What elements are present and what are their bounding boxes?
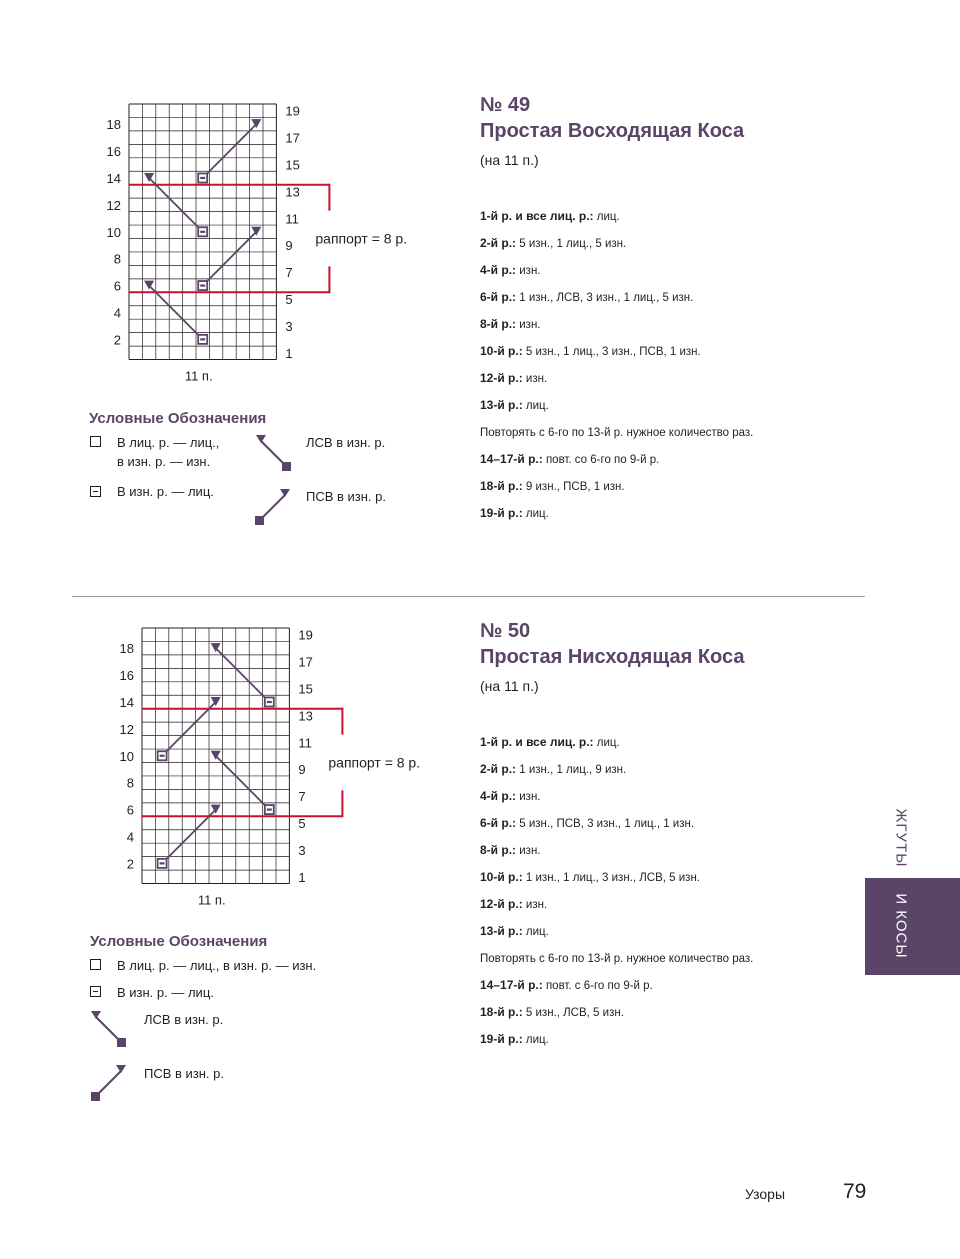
section-tab-sublabel: И КОСЫ	[892, 893, 910, 959]
repeat-label: раппорт = 8 р.	[315, 230, 408, 247]
pattern-49-number: № 49	[480, 94, 531, 116]
instruction-row-label: 14–17-й р.:	[480, 978, 543, 992]
instruction-row-text: 5 изн., 1 лиц., 3 изн., ПСВ, 1 изн.	[522, 346, 701, 358]
row-label-left: 6	[126, 802, 134, 818]
section-tab-label: ЖГУТЫ	[892, 808, 910, 868]
cable-line	[162, 702, 216, 756]
footer-section-name: Узоры	[745, 1186, 786, 1202]
instruction-row-label: 4-й р.:	[480, 789, 517, 803]
instruction-row-label: 12-й р.:	[480, 371, 523, 385]
instruction-row-label: 18-й р.:	[480, 1005, 523, 1019]
instruction-row-label: 4-й р.:	[480, 263, 517, 277]
legend-49-title: Условные Обозначения	[89, 410, 267, 427]
pattern-49-title: Простая Восходящая Коса	[480, 120, 745, 142]
instruction-row-text: изн.	[516, 319, 541, 331]
knit-symbol-icon	[90, 959, 101, 970]
legend-49-purl: В изн. р. — лиц.	[117, 484, 214, 499]
left-cross-icon	[248, 432, 298, 476]
row-label-right: 17	[298, 654, 313, 670]
section-tab	[865, 878, 960, 975]
knit-symbol-icon	[90, 436, 101, 447]
instruction-row-text: повт. со 6-го по 9-й р.	[542, 454, 660, 466]
instruction-row	[480, 788, 753, 815]
pattern-50-stitch-count: (на 11 п.)	[480, 678, 539, 694]
right-cross-icon	[250, 486, 300, 530]
instruction-row	[480, 815, 753, 842]
instruction-row	[480, 923, 753, 950]
instruction-row-text: 1 изн., ЛСВ, 3 изн., 1 лиц., 5 изн.	[516, 292, 694, 304]
chart-50	[108, 624, 453, 924]
instruction-row	[480, 842, 753, 869]
purl-symbol-icon	[90, 486, 101, 497]
instruction-row-text: 9 изн., ПСВ, 1 изн.	[522, 481, 625, 493]
instruction-row	[480, 761, 753, 788]
chart-49	[95, 100, 440, 400]
row-label-left: 2	[113, 332, 121, 348]
row-label-left: 2	[126, 856, 134, 872]
row-label-left: 10	[119, 748, 134, 764]
row-label-right: 3	[298, 842, 306, 858]
instruction-row-label: 8-й р.:	[480, 317, 517, 331]
row-label-left: 18	[119, 641, 134, 657]
instruction-row-label: 12-й р.:	[480, 897, 523, 911]
legend-50-purl: В изн. р. — лиц.	[117, 985, 214, 1000]
legend-50-knit: В лиц. р. — лиц., в изн. р. — изн.	[117, 958, 317, 973]
instruction-row	[480, 289, 753, 316]
legend-50-title: Условные Обозначения	[90, 933, 268, 950]
cable-line	[216, 648, 270, 702]
row-label-left: 4	[126, 829, 134, 845]
row-label-right: 7	[285, 265, 293, 281]
legend-49-rcross: ПСВ в изн. р.	[306, 489, 386, 504]
legend-49-knit-line1: В лиц. р. — лиц.,	[117, 435, 220, 450]
pattern-50-title: Простая Нисходящая Коса	[480, 646, 745, 668]
row-label-left: 8	[126, 775, 134, 791]
instruction-row-text: Повторять с 6-го по 13-й р. нужное количество раз.	[480, 953, 754, 965]
instruction-row-label: 6-й р.:	[480, 816, 517, 830]
instruction-row	[480, 316, 753, 343]
row-label-right: 17	[285, 130, 300, 146]
instruction-row-text: лиц.	[522, 1034, 549, 1046]
instruction-row-text: лиц.	[522, 400, 549, 412]
instruction-row-text: лиц.	[522, 508, 549, 520]
instruction-row	[480, 208, 753, 235]
cable-line	[149, 178, 203, 232]
pattern-49-instructions	[480, 208, 753, 532]
pattern-50-instructions	[480, 734, 753, 1058]
row-label-left: 12	[106, 197, 121, 213]
page-number: 79	[843, 1180, 867, 1203]
row-label-right: 19	[298, 627, 313, 643]
instruction-row-label: 19-й р.:	[480, 1032, 523, 1046]
instruction-row-label: 8-й р.:	[480, 843, 517, 857]
instruction-row	[480, 343, 753, 370]
row-label-right: 1	[298, 869, 306, 885]
row-label-left: 16	[119, 668, 134, 684]
purl-symbol-icon	[90, 986, 101, 997]
instruction-row-text: изн.	[516, 845, 541, 857]
legend-50-rcross: ПСВ в изн. р.	[144, 1066, 224, 1081]
right-cross-icon	[86, 1062, 136, 1106]
instruction-row-label: 10-й р.:	[480, 344, 523, 358]
cable-line	[203, 232, 257, 286]
instruction-row	[480, 505, 753, 532]
instruction-row-text: 1 изн., 1 лиц., 3 изн., ЛСВ, 5 изн.	[522, 872, 701, 884]
instruction-row	[480, 451, 753, 478]
row-label-left: 14	[119, 694, 134, 710]
instruction-row-text: 1 изн., 1 лиц., 9 изн.	[516, 764, 627, 776]
instruction-row-text: 5 изн., 1 лиц., 5 изн.	[516, 238, 627, 250]
instruction-row-text: изн.	[516, 791, 541, 803]
instruction-row-label: 2-й р.:	[480, 236, 517, 250]
cable-line	[216, 756, 270, 810]
instruction-row	[480, 1004, 753, 1031]
row-label-left: 8	[113, 251, 121, 267]
instruction-row	[480, 262, 753, 289]
legend-50-lcross: ЛСВ в изн. р.	[144, 1012, 224, 1027]
instruction-row	[480, 896, 753, 923]
instruction-row-label: 13-й р.:	[480, 924, 523, 938]
instruction-row-text: изн.	[516, 265, 541, 277]
instruction-row-label: 14–17-й р.:	[480, 452, 543, 466]
instruction-row-label: 10-й р.:	[480, 870, 523, 884]
pattern-50-number: № 50	[480, 620, 531, 642]
row-label-left: 16	[106, 144, 121, 160]
row-label-right: 1	[285, 345, 293, 361]
instruction-row	[480, 424, 753, 451]
instruction-row	[480, 734, 753, 761]
row-label-right: 3	[285, 318, 293, 334]
instruction-row	[480, 370, 753, 397]
row-label-right: 9	[298, 762, 306, 778]
instruction-row-label: 2-й р.:	[480, 762, 517, 776]
instruction-row-text: изн.	[522, 899, 548, 911]
cable-line	[149, 286, 203, 340]
instruction-row	[480, 950, 753, 977]
instruction-row	[480, 869, 753, 896]
row-label-right: 13	[285, 184, 300, 200]
instruction-row-label: 1-й р. и все лиц. р.:	[480, 735, 594, 749]
chart-50-marks	[142, 643, 342, 868]
instruction-row	[480, 1031, 753, 1058]
instruction-row-text: повт. с 6-го по 9-й р.	[542, 980, 653, 992]
row-label-right: 15	[298, 681, 313, 697]
row-label-left: 10	[106, 224, 121, 240]
legend-49-knit-line2: в изн. р. — изн.	[117, 454, 211, 469]
instruction-row-label: 1-й р. и все лиц. р.:	[480, 209, 594, 223]
section-divider	[72, 596, 865, 597]
chart-width-label: 11 п.	[197, 892, 226, 908]
left-cross-icon	[86, 1008, 136, 1052]
instruction-row-text: 5 изн., ПСВ, 3 изн., 1 лиц., 1 изн.	[516, 818, 695, 830]
chart-49-labels	[107, 104, 408, 384]
instruction-row-text: изн.	[522, 373, 548, 385]
instruction-row-text: лиц.	[593, 737, 620, 749]
instruction-row-text: лиц.	[593, 211, 620, 223]
row-label-right: 19	[285, 103, 300, 119]
instruction-row	[480, 235, 753, 262]
instruction-row	[480, 478, 753, 505]
instruction-row	[480, 397, 753, 424]
instruction-row-label: 13-й р.:	[480, 398, 523, 412]
legend-49-lcross: ЛСВ в изн. р.	[306, 435, 386, 450]
pattern-49-stitch-count: (на 11 п.)	[480, 152, 539, 168]
repeat-label: раппорт = 8 р.	[328, 754, 421, 771]
row-label-left: 4	[113, 305, 121, 321]
instruction-row-label: 19-й р.:	[480, 506, 523, 520]
row-label-right: 5	[298, 816, 306, 832]
row-label-left: 6	[113, 278, 121, 294]
instruction-row-text: лиц.	[522, 926, 549, 938]
chart-49-marks	[129, 119, 329, 344]
instruction-row-label: 18-й р.:	[480, 479, 523, 493]
row-label-right: 11	[298, 735, 312, 751]
row-label-left: 12	[119, 721, 134, 737]
instruction-row	[480, 977, 753, 1004]
row-label-right: 9	[285, 238, 293, 254]
row-label-left: 14	[106, 170, 121, 186]
chart-width-label: 11 п.	[184, 368, 213, 384]
row-label-right: 7	[298, 789, 306, 805]
instruction-row-text: 5 изн., ЛСВ, 5 изн.	[522, 1007, 624, 1019]
instruction-row-label: 6-й р.:	[480, 290, 517, 304]
row-label-right: 13	[298, 708, 313, 724]
cable-line	[162, 810, 216, 864]
row-label-right: 11	[285, 211, 299, 227]
cable-line	[203, 124, 257, 178]
instruction-row-text: Повторять с 6-го по 13-й р. нужное количество раз.	[480, 427, 754, 439]
row-label-right: 15	[285, 157, 300, 173]
row-label-right: 5	[285, 292, 293, 308]
row-label-left: 18	[106, 117, 121, 133]
